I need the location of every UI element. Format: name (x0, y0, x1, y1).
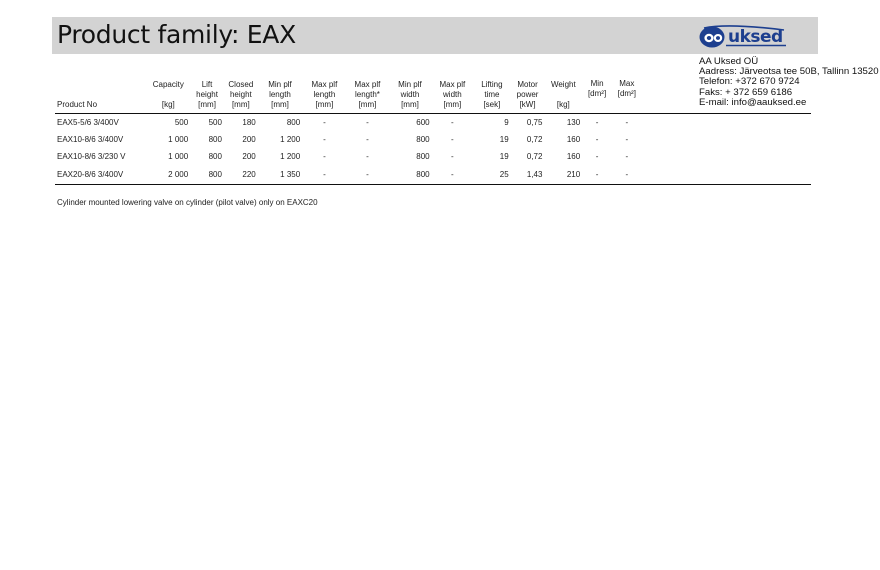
table-cell: 800 (208, 152, 222, 161)
table-cell: - (625, 135, 629, 144)
column-header: Weight [kg] (544, 79, 582, 114)
table-cell: - (625, 152, 629, 161)
company-logo (698, 25, 790, 49)
table-cell: 1 000 (168, 135, 189, 144)
company-name: AA Uksed OÜ (699, 56, 759, 67)
table-cell: - (582, 165, 612, 185)
product-number-cell: EAX5-5/6 3/400V (57, 118, 119, 127)
column-header: Product No (55, 79, 146, 114)
table-cell: 9 (504, 118, 509, 127)
table-cell: 600 (416, 118, 430, 127)
table-cell: 800 (286, 118, 301, 127)
table-cell: - (595, 152, 599, 161)
column-header: Lifting time [sek] (473, 79, 511, 114)
company-phone: Telefon: +372 670 9724 (699, 76, 800, 88)
table-header-row (55, 79, 811, 114)
table-row (55, 165, 811, 185)
table-cell: 800 (190, 165, 224, 185)
table-cell: - (366, 135, 369, 144)
table-cell: 130 (566, 118, 581, 127)
table-cell: 160 (566, 152, 581, 161)
table-cell: - (347, 165, 389, 185)
table-cell: 25 (473, 165, 511, 185)
table-cell: - (451, 152, 454, 161)
table-cell: 180 (242, 118, 256, 127)
table-cell: - (366, 118, 369, 127)
table-cell: 800 (388, 165, 431, 185)
table-cell: 160 (566, 135, 581, 144)
table-cell: 210 (544, 165, 582, 185)
table-cell: 1 200 (280, 135, 301, 144)
column-header-spacer (642, 79, 811, 114)
table-cell: - (451, 135, 454, 144)
table-row (55, 148, 811, 165)
table-spacer-cell (642, 165, 811, 185)
column-header: Min plf length [mm] (258, 79, 302, 114)
table-cell: - (323, 135, 326, 144)
table-cell: - (323, 118, 326, 127)
column-header: Min [dm²] (582, 79, 612, 114)
column-header: Max [dm²] (612, 79, 642, 114)
table-row (55, 131, 811, 148)
product-number-cell: EAX20-8/6 3/400V (55, 165, 146, 185)
column-header: Max plf length [mm] (302, 79, 346, 114)
column-header: Closed height [mm] (224, 79, 258, 114)
table-cell: 1 000 (168, 152, 189, 161)
table-cell: 19 (499, 135, 509, 144)
table-cell: 19 (499, 152, 509, 161)
table-cell: 500 (174, 118, 189, 127)
product-number-cell: EAX10-8/6 3/230 V (57, 152, 126, 161)
logo-wordmark: uksed (728, 27, 783, 47)
column-header: Lift height [mm] (190, 79, 224, 114)
table-cell: 0,72 (526, 152, 543, 161)
table-cell: 1,43 (511, 165, 545, 185)
table-cell: - (595, 118, 599, 127)
column-header: Capacity [kg] (146, 79, 190, 114)
table-cell: - (302, 165, 346, 185)
table-cell: 0,72 (526, 135, 543, 144)
column-header: Min plf width [mm] (388, 79, 431, 114)
product-number-cell: EAX10-8/6 3/400V (57, 135, 124, 144)
company-address: Aadress: Järveotsa tee 50B, Tallinn 13520 (699, 66, 879, 78)
column-header: Max plf length* [mm] (347, 79, 389, 114)
table-cell: 800 (208, 135, 222, 144)
table-cell: - (323, 152, 326, 161)
table-cell: 2 000 (146, 165, 190, 185)
table-cell: - (432, 165, 473, 185)
table-cell: - (366, 152, 369, 161)
table-cell: 200 (242, 135, 256, 144)
table-spacer-cell (642, 131, 811, 148)
table-cell: - (625, 118, 629, 127)
company-email: E-mail: info@aauksed.ee (699, 96, 807, 108)
table-cell: 500 (208, 118, 222, 127)
table-cell: - (595, 135, 599, 144)
company-fax: Faks: + 372 659 6186 (699, 86, 793, 98)
table-cell: - (612, 165, 642, 185)
table-cell: 1 200 (280, 152, 301, 161)
table-cell: - (451, 118, 454, 127)
table-row (55, 114, 811, 132)
page-title: Product family: EAX (57, 20, 296, 49)
footnote: Cylinder mounted lowering valve on cylinder (pilot valve) only on EAXC20 (57, 198, 318, 207)
table-cell: 800 (416, 135, 430, 144)
column-header: Motor power [kW] (511, 79, 545, 114)
table-spacer-cell (642, 114, 811, 132)
table-cell: 200 (242, 152, 256, 161)
product-spec-table (55, 79, 811, 185)
table-cell: 220 (224, 165, 258, 185)
table-cell: 0,75 (526, 118, 543, 127)
table-cell: 1 350 (258, 165, 302, 185)
table-spacer-cell (642, 148, 811, 165)
column-header: Max plf width [mm] (432, 79, 473, 114)
table-cell: 800 (416, 152, 430, 161)
